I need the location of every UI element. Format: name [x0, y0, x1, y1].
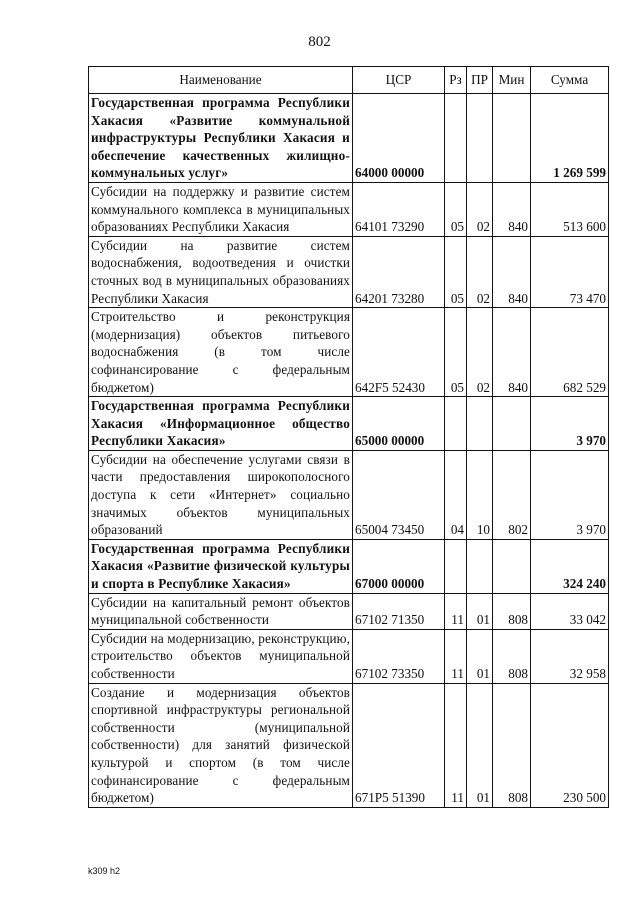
row-sum: 230 500 [531, 683, 609, 807]
row-pr [467, 94, 493, 183]
table-row [89, 94, 609, 183]
row-sum: 32 958 [531, 629, 609, 683]
row-pr: 01 [467, 629, 493, 683]
row-min: 802 [493, 450, 531, 539]
row-csr: 642F5 52430 [353, 308, 445, 397]
row-name: Создание и модернизация объектов спортивной инфраструктуры региональной собственности (муниципальной собственности) для занятий физической культурой и спортом (в том числе софинансирование с федеральным бюджетом) [89, 683, 353, 807]
row-min: 840 [493, 308, 531, 397]
row-rz [445, 397, 467, 451]
row-name: Субсидии на модернизацию, реконструкцию, строительство объектов муниципальной собственности [89, 629, 353, 683]
row-csr: 67102 71350 [353, 593, 445, 629]
row-pr: 02 [467, 182, 493, 236]
row-sum: 33 042 [531, 593, 609, 629]
table-row [89, 450, 609, 539]
row-pr: 01 [467, 683, 493, 807]
table-row [89, 308, 609, 397]
table-row [89, 236, 609, 307]
row-csr: 64101 73290 [353, 182, 445, 236]
table-row [89, 593, 609, 629]
row-csr: 671P5 51390 [353, 683, 445, 807]
row-sum: 324 240 [531, 539, 609, 593]
header-name: Наименование [89, 67, 353, 94]
row-name: Субсидии на обеспечение услугами связи в части предоставления широкополосного доступа к сети «Интернет» социально значимых объектов муниципальных образований [89, 450, 353, 539]
header-pr: ПР [467, 67, 493, 94]
row-csr: 64201 73280 [353, 236, 445, 307]
row-name: Субсидии на развитие систем водоснабжения, водоотведения и очистки сточных вод в муниципальных образованиях Республики Хакасия [89, 236, 353, 307]
header-rz: Рз [445, 67, 467, 94]
header-row [89, 67, 609, 94]
row-rz: 05 [445, 236, 467, 307]
row-csr: 65000 00000 [353, 397, 445, 451]
row-min: 808 [493, 683, 531, 807]
row-pr: 10 [467, 450, 493, 539]
row-sum: 682 529 [531, 308, 609, 397]
row-pr [467, 539, 493, 593]
row-pr: 02 [467, 308, 493, 397]
row-min: 840 [493, 182, 531, 236]
row-name: Государственная программа Республики Хакасия «Информационное общество Республики Хакасия» [89, 397, 353, 451]
table-header [89, 67, 609, 94]
row-rz: 05 [445, 308, 467, 397]
row-rz: 11 [445, 683, 467, 807]
row-sum: 1 269 599 [531, 94, 609, 183]
row-rz: 11 [445, 593, 467, 629]
row-csr: 67000 00000 [353, 539, 445, 593]
row-pr [467, 397, 493, 451]
header-min: Мин [493, 67, 531, 94]
row-min: 808 [493, 593, 531, 629]
row-min [493, 94, 531, 183]
row-min [493, 539, 531, 593]
budget-table [88, 66, 609, 808]
row-min: 840 [493, 236, 531, 307]
table-row [89, 397, 609, 451]
table-body [89, 94, 609, 808]
table-row [89, 182, 609, 236]
page-number: 802 [308, 34, 331, 50]
table-row [89, 683, 609, 807]
footer-code: k309 h2 [88, 866, 121, 876]
table-row [89, 539, 609, 593]
row-name: Субсидии на поддержку и развитие систем коммунального комплекса в муниципальных образованиях Республики Хакасия [89, 182, 353, 236]
row-rz [445, 539, 467, 593]
row-name: Строительство и реконструкция (модернизация) объектов питьевого водоснабжения (в том числе софинансирование с федеральным бюджетом) [89, 308, 353, 397]
row-name: Государственная программа Республики Хакасия «Развитие коммунальной инфраструктуры Республики Хакасия и обеспечение качественных жилищно-коммунальных услуг» [89, 94, 353, 183]
row-rz: 04 [445, 450, 467, 539]
row-sum: 513 600 [531, 182, 609, 236]
table-row [89, 629, 609, 683]
row-rz [445, 94, 467, 183]
row-pr: 02 [467, 236, 493, 307]
row-sum: 3 970 [531, 397, 609, 451]
row-pr: 01 [467, 593, 493, 629]
row-csr: 64000 00000 [353, 94, 445, 183]
row-csr: 67102 73350 [353, 629, 445, 683]
row-min: 808 [493, 629, 531, 683]
row-csr: 65004 73450 [353, 450, 445, 539]
row-rz: 11 [445, 629, 467, 683]
header-csr: ЦСР [353, 67, 445, 94]
row-min [493, 397, 531, 451]
row-sum: 3 970 [531, 450, 609, 539]
header-sum: Сумма [531, 67, 609, 94]
row-name: Государственная программа Республики Хакасия «Развитие физической культуры и спорта в Республике Хакасия» [89, 539, 353, 593]
row-rz: 05 [445, 182, 467, 236]
row-name: Субсидии на капитальный ремонт объектов муниципальной собственности [89, 593, 353, 629]
row-sum: 73 470 [531, 236, 609, 307]
